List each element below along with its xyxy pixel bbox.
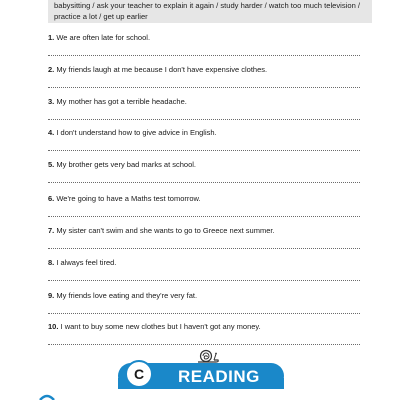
question-3: 3. My mother has got a terrible headache. <box>48 97 187 106</box>
answer-line-4[interactable] <box>48 150 360 151</box>
answer-line-2[interactable] <box>48 87 360 88</box>
question-5: 5. My brother gets very bad marks at school. <box>48 160 196 169</box>
answer-line-1[interactable] <box>48 55 360 56</box>
question-4: 4. I don't understand how to give advice in English. <box>48 128 217 137</box>
options-box <box>48 0 372 23</box>
snail-icon <box>196 348 220 364</box>
section-letter-badge: C <box>125 360 153 388</box>
answer-line-6[interactable] <box>48 216 360 217</box>
answer-line-10[interactable] <box>48 344 360 345</box>
options-line-1: babysitting / ask your teacher to explain it again / study harder / watch too much television / <box>54 1 361 10</box>
question-8: 8. I always feel tired. <box>48 258 117 267</box>
section-title: READING <box>178 367 260 386</box>
question-6: 6. We're going to have a Maths test tomorrow. <box>48 194 201 203</box>
options-line-2: practice a lot / get up earlier <box>54 11 148 21</box>
question-1: 1. We are often late for school. <box>48 33 151 42</box>
corner-decoration <box>38 394 56 400</box>
answer-line-5[interactable] <box>48 182 360 183</box>
answer-line-7[interactable] <box>48 248 360 249</box>
answer-line-9[interactable] <box>48 313 360 314</box>
answer-line-3[interactable] <box>48 119 360 120</box>
question-10: 10. I want to buy some new clothes but I haven't got any money. <box>48 322 261 331</box>
answer-line-8[interactable] <box>48 280 360 281</box>
question-2: 2. My friends laugh at me because I don't have expensive clothes. <box>48 65 268 74</box>
question-9: 9. My friends love eating and they're very fat. <box>48 291 198 300</box>
question-7: 7. My sister can't swim and she wants to go to Greece next summer. <box>48 226 275 235</box>
